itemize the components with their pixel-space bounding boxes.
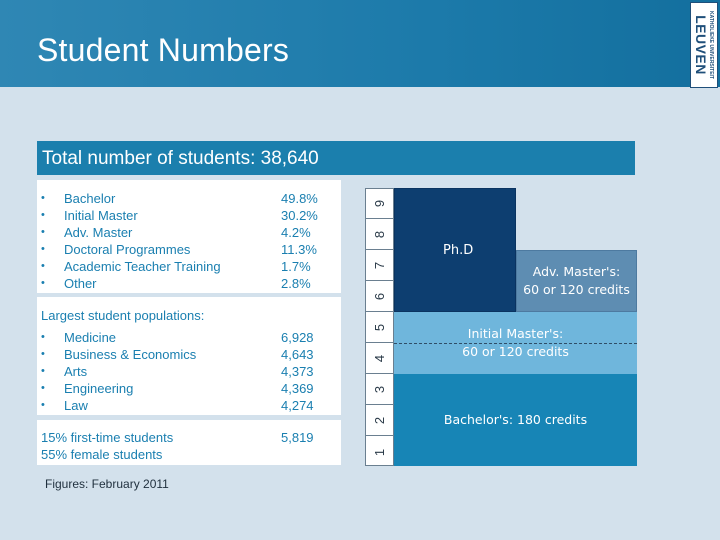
adv-master-block [516, 250, 637, 312]
bullet: • [41, 209, 45, 221]
populations-heading: Largest student populations: [41, 308, 205, 323]
slide-header [0, 0, 720, 87]
bullet: • [41, 226, 45, 238]
list-item [37, 346, 341, 363]
population-label: Law [64, 398, 88, 413]
population-label: Arts [64, 364, 88, 379]
population-value: 4,369 [281, 381, 314, 396]
bullet: • [41, 365, 45, 377]
programme-value: 1.7% [281, 259, 311, 274]
year-label: 2 [366, 406, 393, 436]
list-item [37, 397, 341, 414]
population-value: 4,373 [281, 364, 314, 379]
slide-title: Student Numbers [37, 32, 290, 68]
list-item [37, 207, 341, 224]
list-item [37, 329, 341, 346]
total-students-label: Total number of students: 38,640 [42, 148, 319, 169]
list-item [37, 446, 341, 463]
bullet: • [41, 399, 45, 411]
total-students-bar [37, 141, 635, 175]
list-item [37, 190, 341, 207]
year-label: 9 [366, 189, 393, 219]
bullet: • [41, 331, 45, 343]
year-label: 6 [366, 282, 393, 312]
bachelor-block [394, 374, 637, 466]
university-logo [690, 2, 718, 88]
phd-label: Ph.D [443, 243, 474, 258]
programme-value: 49.8% [281, 191, 318, 206]
programme-label: Adv. Master [64, 225, 133, 240]
adv-master-title: Adv. Master's: [532, 264, 621, 279]
bullet: • [41, 277, 45, 289]
phd-block [394, 188, 516, 312]
bullet: • [41, 348, 45, 360]
student-populations-panel [37, 297, 341, 415]
list-item [37, 258, 341, 275]
logo-subtext: KATHOLIEKE UNIVERSITEIT [708, 11, 714, 79]
programme-label: Initial Master [64, 208, 138, 223]
population-label: Business & Economics [64, 347, 197, 362]
programme-distribution-panel [37, 180, 341, 293]
year-label: 5 [366, 313, 393, 343]
list-item [37, 275, 341, 292]
bullet: • [41, 260, 45, 272]
list-item [37, 363, 341, 380]
list-item [37, 224, 341, 241]
year-divider-dashed [394, 343, 637, 344]
figures-date-note: Figures: February 2011 [45, 477, 169, 491]
extra-stats-panel [37, 420, 341, 465]
year-label: 4 [366, 344, 393, 374]
programme-value: 11.3% [281, 242, 317, 257]
population-value: 4,643 [281, 347, 314, 362]
bullet: • [41, 382, 45, 394]
bullet: • [41, 192, 45, 204]
stat-value [261, 446, 341, 463]
study-year-axis [365, 188, 394, 466]
programme-value: 4.2% [281, 225, 311, 240]
population-label: Engineering [64, 381, 134, 396]
programme-label: Doctoral Programmes [64, 242, 191, 257]
population-label: Medicine [64, 330, 117, 345]
logo-name: LEUVEN [693, 15, 709, 75]
degree-structure-diagram [365, 188, 637, 466]
bachelor-label: Bachelor's: 180 credits [443, 412, 588, 427]
year-label: 3 [366, 375, 393, 405]
programme-label: Other [64, 276, 97, 291]
initial-master-credits: 60 or 120 credits [462, 344, 569, 359]
list-item [37, 380, 341, 397]
list-item [37, 429, 341, 446]
bullet: • [41, 243, 45, 255]
programme-value: 30.2% [281, 208, 318, 223]
programme-value: 2.8% [281, 276, 311, 291]
population-value: 4,274 [281, 398, 314, 413]
initial-master-title: Initial Master's: [467, 326, 564, 341]
stat-value: 5,819 [281, 430, 314, 445]
year-label: 1 [371, 448, 387, 456]
stat-label: 15% first-time students [41, 430, 174, 445]
adv-master-credits: 60 or 120 credits [523, 282, 630, 297]
year-label: 7 [366, 251, 393, 281]
stat-label: 55% female students [41, 447, 163, 462]
programme-label: Bachelor [64, 191, 116, 206]
population-value: 6,928 [281, 330, 314, 345]
programme-label: Academic Teacher Training [64, 259, 221, 274]
year-label: 8 [366, 220, 393, 250]
list-item [37, 241, 341, 258]
